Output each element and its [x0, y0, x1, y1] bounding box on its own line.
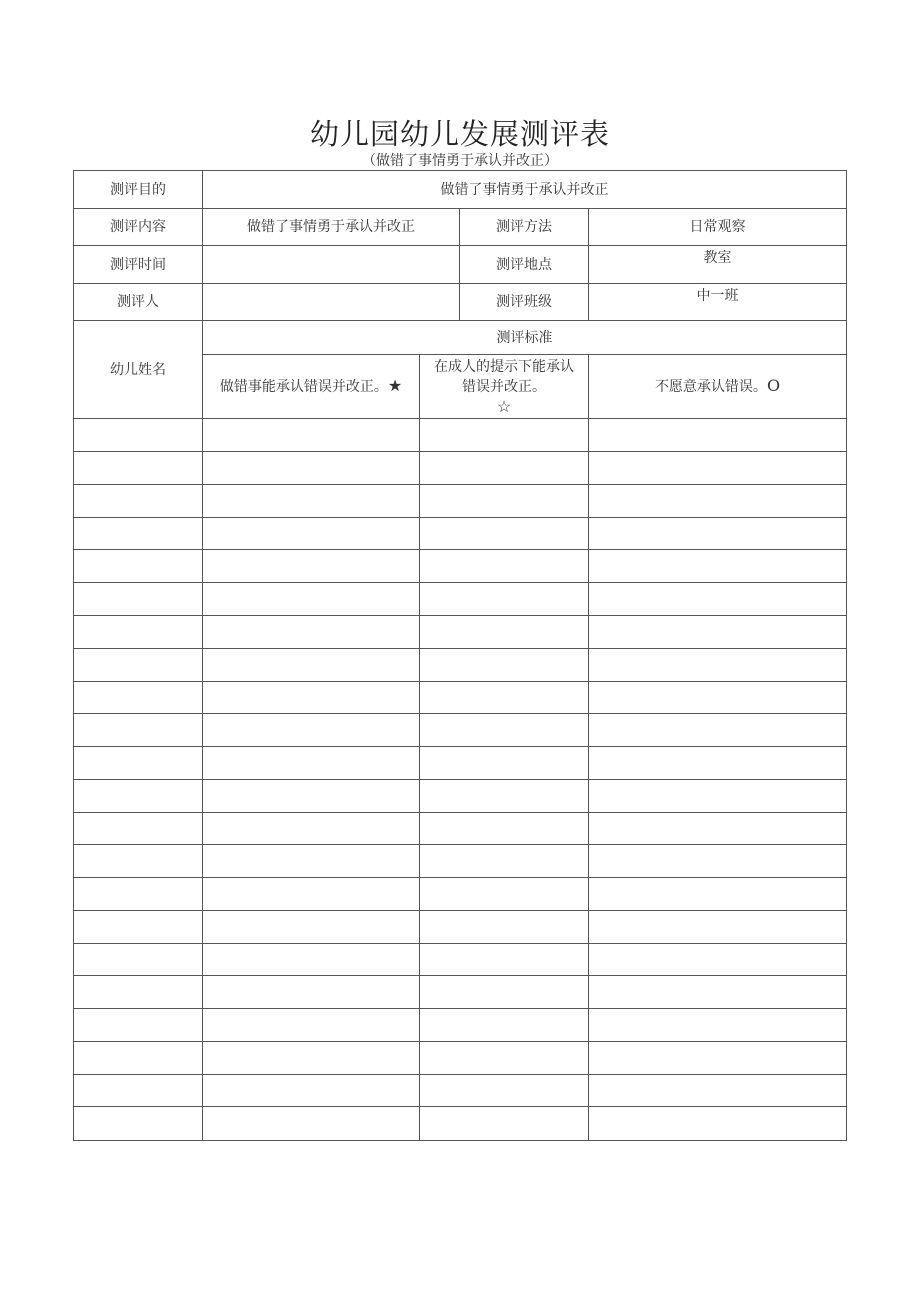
level3-mark-cell[interactable] [589, 911, 847, 944]
level3-mark-cell[interactable] [589, 813, 847, 845]
level3-mark-cell[interactable] [589, 780, 847, 813]
criteria-level3-text: 不愿意承认错误。 [654, 379, 767, 395]
level1-mark-cell[interactable] [203, 780, 420, 813]
level2-mark-cell[interactable] [420, 813, 589, 845]
filled-star-icon: ★ [387, 376, 403, 395]
level3-mark-cell[interactable] [589, 747, 847, 780]
criteria-level1 [203, 355, 420, 419]
table-row [74, 845, 847, 878]
level3-mark-cell[interactable] [589, 682, 847, 714]
level1-mark-cell[interactable] [203, 911, 420, 944]
level2-mark-cell[interactable] [420, 452, 589, 485]
level3-mark-cell[interactable] [589, 1075, 847, 1107]
assessment-table-body [74, 171, 847, 1141]
table-row [74, 452, 847, 485]
table-row [74, 616, 847, 649]
level3-mark-cell[interactable] [589, 1009, 847, 1042]
class-value[interactable]: 中一班 [589, 284, 847, 321]
level3-mark-cell[interactable] [589, 878, 847, 911]
table-row [74, 911, 847, 944]
level1-mark-cell[interactable] [203, 944, 420, 976]
level3-mark-cell[interactable] [589, 649, 847, 682]
child-name-cell[interactable] [74, 616, 203, 649]
child-name-cell[interactable] [74, 452, 203, 485]
level2-mark-cell[interactable] [420, 747, 589, 780]
child-name-cell[interactable] [74, 813, 203, 845]
level1-mark-cell[interactable] [203, 1107, 420, 1141]
level3-mark-cell[interactable] [589, 452, 847, 485]
table-row [74, 944, 847, 976]
level3-mark-cell[interactable] [589, 845, 847, 878]
assessor-row [74, 284, 847, 321]
criteria-level3 [589, 355, 847, 419]
table-row [74, 1075, 847, 1107]
child-name-cell[interactable] [74, 911, 203, 944]
content-label: 测评内容 [74, 209, 203, 246]
child-name-cell[interactable] [74, 845, 203, 878]
level3-mark-cell[interactable] [589, 616, 847, 649]
table-row [74, 583, 847, 616]
table-row [74, 747, 847, 780]
assessor-value[interactable] [203, 284, 460, 321]
level2-mark-cell[interactable] [420, 944, 589, 976]
child-name-cell[interactable] [74, 550, 203, 583]
assessment-table [73, 170, 847, 1141]
place-value[interactable]: 教室 [589, 246, 847, 284]
criteria-level2 [420, 355, 589, 419]
child-name-cell[interactable] [74, 878, 203, 911]
child-name-cell[interactable] [74, 1009, 203, 1042]
level2-mark-cell[interactable] [420, 518, 589, 550]
table-row [74, 1107, 847, 1141]
table-row [74, 485, 847, 518]
level2-mark-cell[interactable] [420, 1042, 589, 1075]
level2-mark-cell[interactable] [420, 1009, 589, 1042]
standard-header-row [74, 321, 847, 355]
level3-mark-cell[interactable] [589, 485, 847, 518]
child-name-cell[interactable] [74, 1042, 203, 1075]
criteria-level1-text: 做错事能承认错误并改正。 [219, 379, 388, 395]
child-name-cell[interactable] [74, 1107, 203, 1141]
place-label: 测评地点 [460, 246, 589, 284]
level2-mark-cell[interactable] [420, 485, 589, 518]
child-name-cell[interactable] [74, 518, 203, 550]
level2-mark-cell[interactable] [420, 419, 589, 452]
level3-mark-cell[interactable] [589, 714, 847, 747]
table-row [74, 813, 847, 845]
level2-mark-cell[interactable] [420, 911, 589, 944]
level3-mark-cell[interactable] [589, 583, 847, 616]
table-row [74, 878, 847, 911]
class-label: 测评班级 [460, 284, 589, 321]
child-name-cell[interactable] [74, 583, 203, 616]
child-name-cell[interactable] [74, 714, 203, 747]
child-name-header: 幼儿姓名 [74, 321, 203, 419]
level1-mark-cell[interactable] [203, 878, 420, 911]
circle-icon: O [766, 376, 781, 395]
child-name-cell[interactable] [74, 780, 203, 813]
level1-mark-cell[interactable] [203, 682, 420, 714]
level3-mark-cell[interactable] [589, 1042, 847, 1075]
time-value[interactable] [203, 246, 460, 284]
goal-value[interactable]: 做错了事情勇于承认并改正 [203, 171, 847, 209]
document-subtitle: （做错了事情勇于承认并改正） [362, 153, 558, 169]
level1-mark-cell[interactable] [203, 518, 420, 550]
method-value[interactable]: 日常观察 [589, 209, 847, 246]
content-row [74, 209, 847, 246]
table-row [74, 419, 847, 452]
child-name-cell[interactable] [74, 747, 203, 780]
level2-mark-cell[interactable] [420, 682, 589, 714]
level1-mark-cell[interactable] [203, 714, 420, 747]
level3-mark-cell[interactable] [589, 518, 847, 550]
level1-mark-cell[interactable] [203, 649, 420, 682]
level1-mark-cell[interactable] [203, 485, 420, 518]
level1-mark-cell[interactable] [203, 976, 420, 1009]
criteria-level2-text: 在成人的提示下能承认错误并改正。 [434, 359, 574, 395]
table-row [74, 976, 847, 1009]
table-row [74, 1009, 847, 1042]
assessor-label: 测评人 [74, 284, 203, 321]
child-name-cell[interactable] [74, 649, 203, 682]
table-row [74, 1042, 847, 1075]
level1-mark-cell[interactable] [203, 452, 420, 485]
table-row [74, 649, 847, 682]
level1-mark-cell[interactable] [203, 1042, 420, 1075]
standard-header: 测评标准 [203, 321, 847, 355]
table-row [74, 780, 847, 813]
level3-mark-cell[interactable] [589, 976, 847, 1009]
level3-mark-cell[interactable] [589, 944, 847, 976]
content-value[interactable]: 做错了事情勇于承认并改正 [203, 209, 460, 246]
time-row [74, 246, 847, 284]
document-title: 幼儿园幼儿发展测评表 [309, 117, 610, 151]
child-name-cell[interactable] [74, 682, 203, 714]
table-row [74, 714, 847, 747]
level1-mark-cell[interactable] [203, 845, 420, 878]
level1-mark-cell[interactable] [203, 813, 420, 845]
table-row [74, 550, 847, 583]
level2-mark-cell[interactable] [420, 583, 589, 616]
level2-mark-cell[interactable] [420, 845, 589, 878]
level2-mark-cell[interactable] [420, 714, 589, 747]
goal-row [74, 171, 847, 209]
level1-mark-cell[interactable] [203, 583, 420, 616]
level1-mark-cell[interactable] [203, 1075, 420, 1107]
level1-mark-cell[interactable] [203, 616, 420, 649]
time-label: 测评时间 [74, 246, 203, 284]
child-name-cell[interactable] [74, 944, 203, 976]
level2-mark-cell[interactable] [420, 550, 589, 583]
level1-mark-cell[interactable] [203, 1009, 420, 1042]
level2-mark-cell[interactable] [420, 878, 589, 911]
level1-mark-cell[interactable] [203, 419, 420, 452]
level2-mark-cell[interactable] [420, 976, 589, 1009]
goal-label: 测评目的 [74, 171, 203, 209]
level2-mark-cell[interactable] [420, 780, 589, 813]
child-name-cell[interactable] [74, 1075, 203, 1107]
level3-mark-cell[interactable] [589, 419, 847, 452]
child-name-cell[interactable] [74, 419, 203, 452]
level2-mark-cell[interactable] [420, 1075, 589, 1107]
level2-mark-cell[interactable] [420, 616, 589, 649]
level2-mark-cell[interactable] [420, 649, 589, 682]
table-row [74, 518, 847, 550]
child-name-cell[interactable] [74, 485, 203, 518]
child-name-cell[interactable] [74, 976, 203, 1009]
level2-mark-cell[interactable] [420, 1107, 589, 1141]
level3-mark-cell[interactable] [589, 550, 847, 583]
level3-mark-cell[interactable] [589, 1107, 847, 1141]
level1-mark-cell[interactable] [203, 747, 420, 780]
table-row [74, 682, 847, 714]
method-label: 测评方法 [460, 209, 589, 246]
level1-mark-cell[interactable] [203, 550, 420, 583]
outline-star-icon: ☆ [496, 397, 512, 416]
